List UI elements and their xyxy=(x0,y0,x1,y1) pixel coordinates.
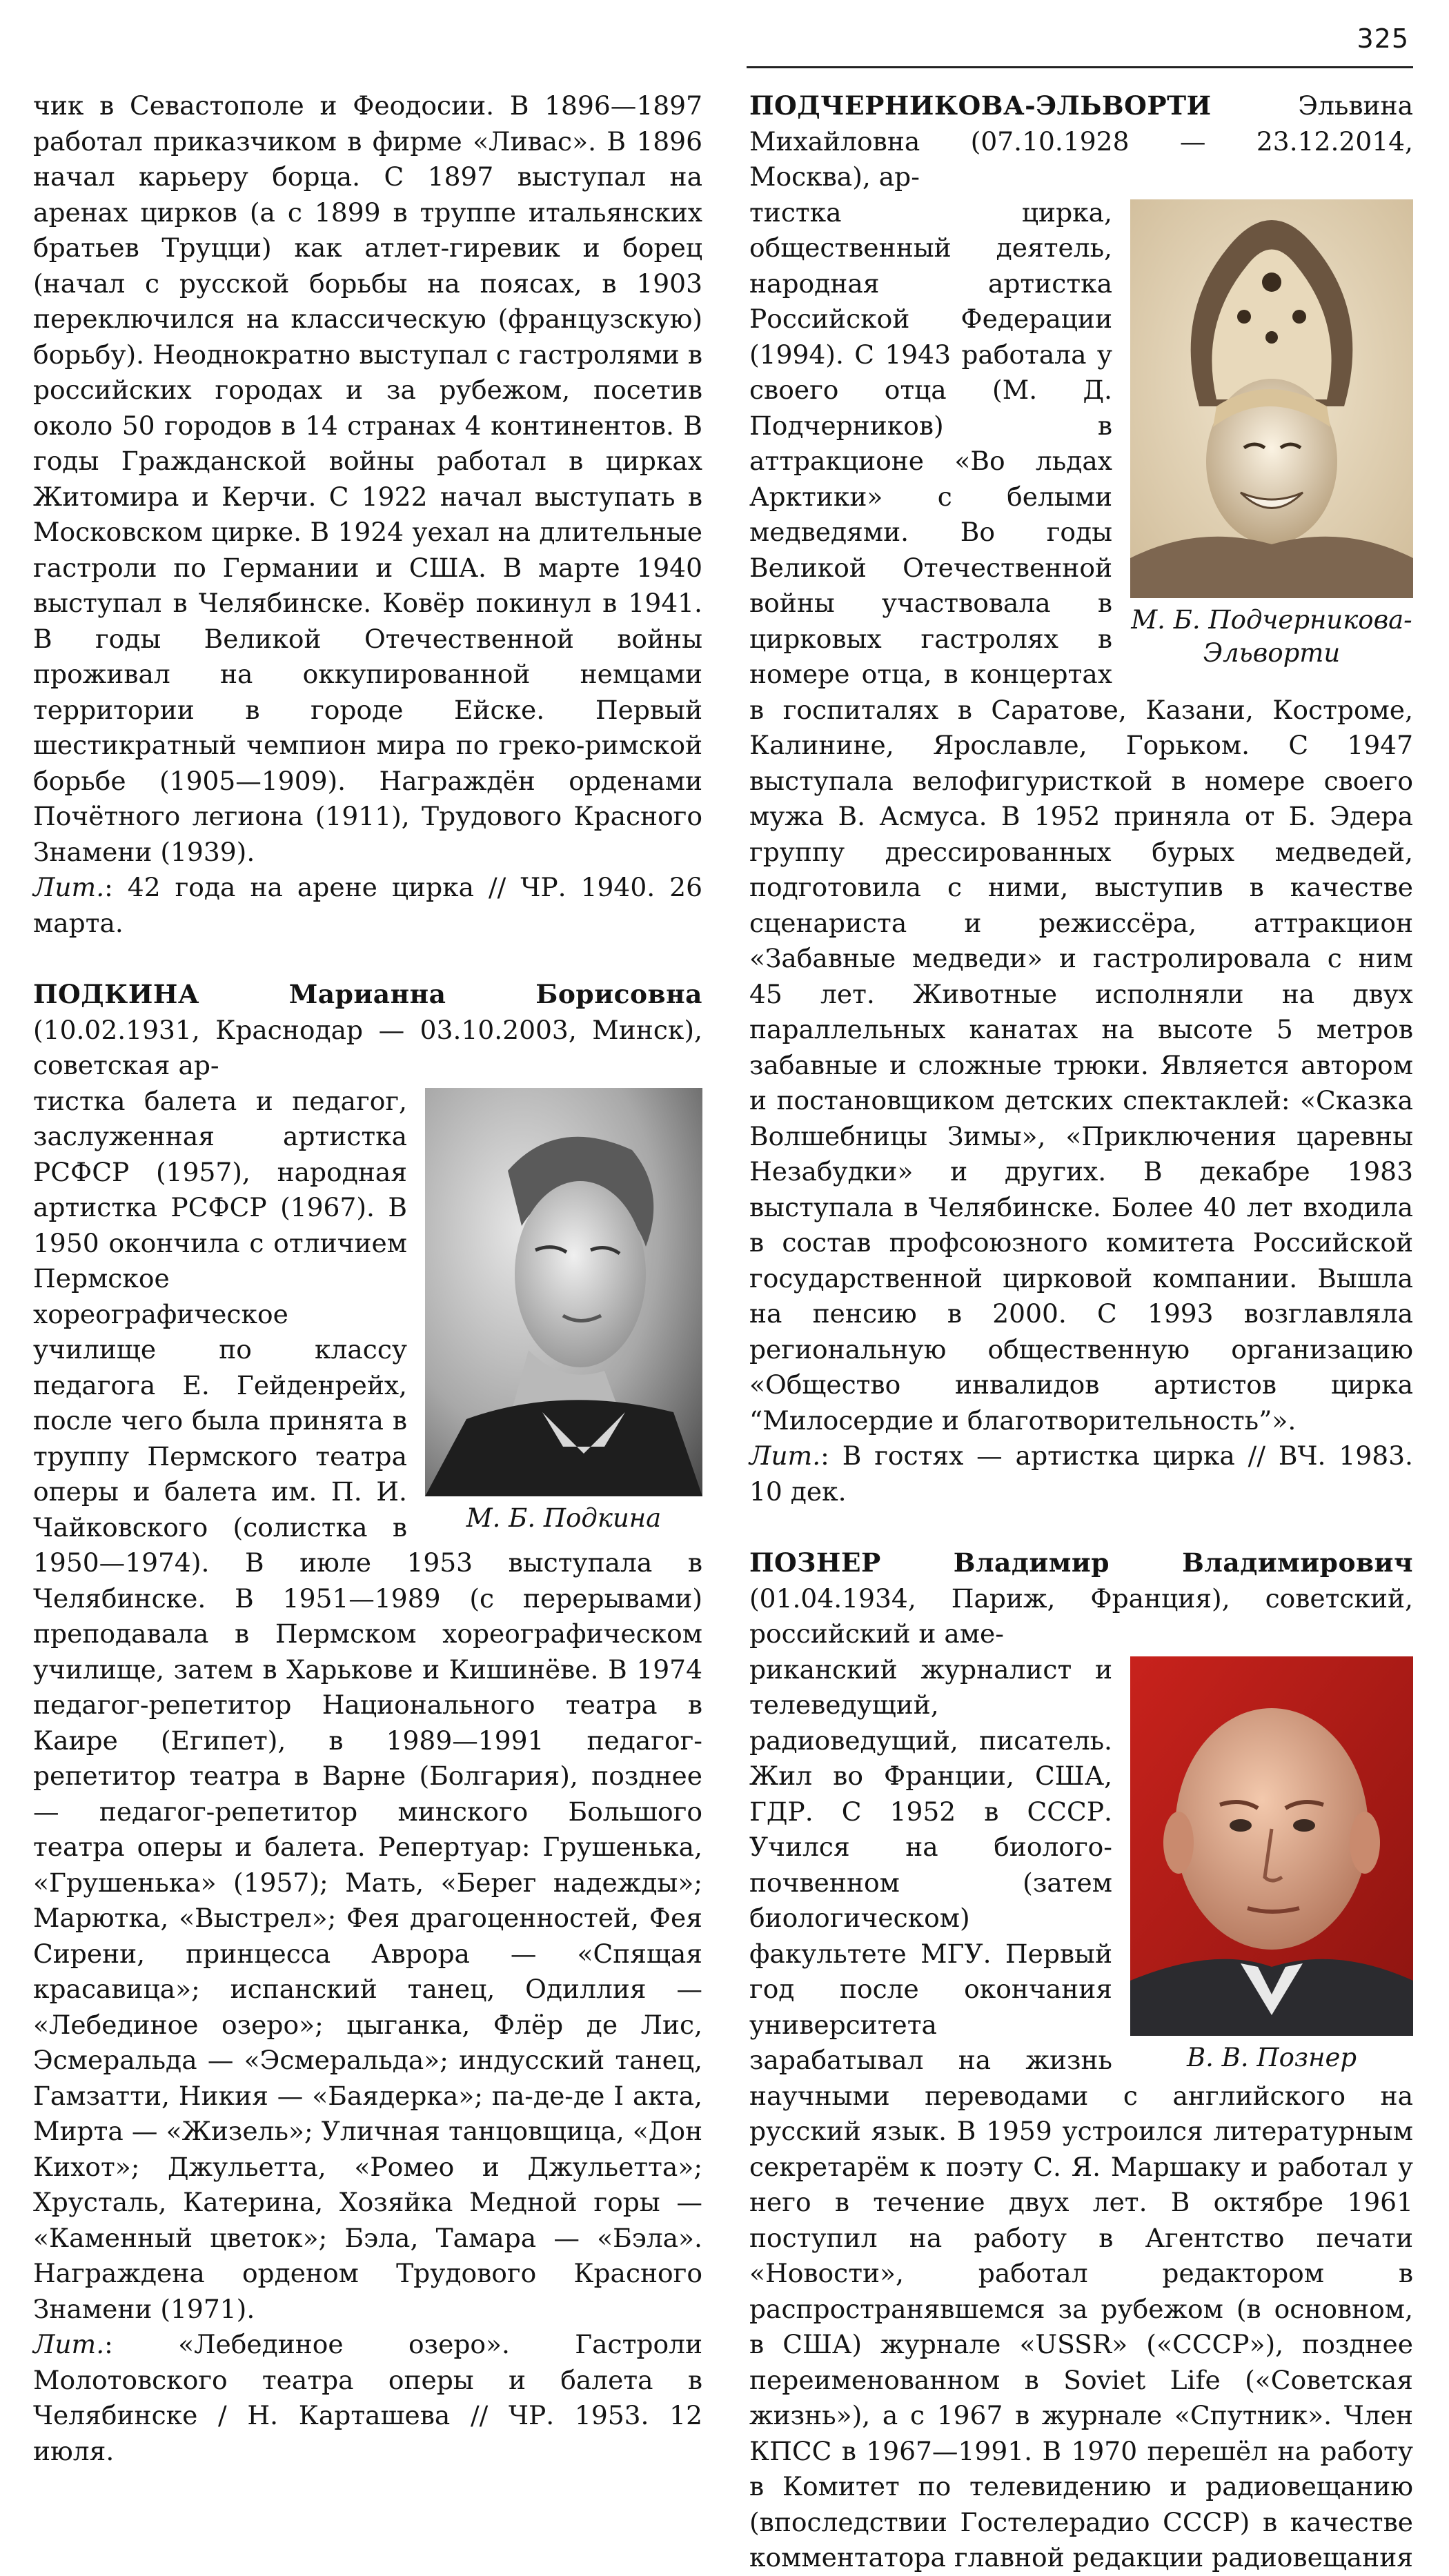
entry-podkina xyxy=(33,977,702,2469)
literature-text: : 42 года на арене цирка // ЧР. 1940. 26 марта. xyxy=(33,872,702,938)
portrait-photo-podchernikova xyxy=(1130,199,1413,598)
entry-title: ПОДКИНА Марианна Борисовна xyxy=(33,979,702,1009)
entry-lead: (01.04.1934, Париж, Франция), советский, российский и аме- xyxy=(749,1583,1413,1649)
portrait-photo-podkina xyxy=(425,1088,702,1496)
figure-podkina xyxy=(425,1088,702,1535)
literature-text: : В гостях — артистка цирка // ВЧ. 1983. 10 дек. xyxy=(749,1440,1413,1507)
continued-entry-text: чик в Севастополе и Феодосии. В 1896—1897 работал приказчиком в фирме «Ливас». В 1896 начал карьеру борца. С 1897 выступал на аренах цирков (а с 1899 в труппе итальянских братьев Труцци) как атлет-гиревик и борец (начал с русской борьбы на поясах, в 1903 переключился на классическую (французскую) борьбу). Неоднократно выступал с гастролями в российских городах и за рубежом, посетив около 50 городов в 14 странах 4 континентов. В годы Гражданской войны работал в цирках Житомира и Керчи. С 1922 начал выступать в Московском цирке. В 1924 уехал на длительные гастроли по Германии и США. В марте 1940 выступал в Челябинске. Ковёр покинул в 1941. В годы Великой Отечественной войны проживал на оккупированной немцами территории в городе Ейске. Первый шестикратный чемпион мира по греко-римской борьбе (1905—1909). Награждён орденами Почётного легиона (1911), Трудового Красного Знамени (1939). xyxy=(33,90,702,867)
figure-caption: В. В. Познер xyxy=(1186,2042,1357,2072)
entry-pozner xyxy=(749,1545,1413,2576)
figure-pozner xyxy=(1130,1656,1413,2074)
right-column xyxy=(749,88,1413,2576)
entry-text: тистка цирка, общественный деятель, народная артистка Российской Федерации (1994). С 1943 работала у своего отца (М. Д. Подчерников) в аттракционе «Во льдах Арктики» с белыми медведями. Во годы Великой Отечественной войны участвовала в цирковых гастролях в номере отца, в концертах в госпиталях в Саратове, Казани, Костроме, Калинине, Ярославле, Горьком. С 1947 выступала велофигуристкой в номере своего мужа В. Асмуса. В 1952 приняла от Б. Эдера группу дрессированных бурых медведей, подготовила с ними, выступив в качестве сценариста и режиссёра, аттракцион «Забавные медведи» и гастролировала с ним 45 лет. Животные исполняли на двух параллельных канатах на высоте 5 метров забавные и сложные трюки. Является автором и постановщиком детских спектаклей: «Сказка Волшебницы Зимы», «Приключения царевны Незабудки» и других. В декабре 1983 выступала в Челябинске. Более 40 лет входила в состав профсоюзного комитета Российской государственной цирковой компании. Вышла на пенсию в 2000. С 1993 возглавляла региональную общественную организацию «Общество инвалидов артистов цирка “Милосердие и благотворительность”». xyxy=(749,197,1413,1436)
figure-caption: М. Б. Подчерникова-Эльворти xyxy=(1131,604,1412,668)
entry-title: ПОДЧЕРНИКОВА-ЭЛЬВОРТИ xyxy=(749,90,1212,121)
page-number: 325 xyxy=(1357,23,1409,54)
literature-label: Лит. xyxy=(33,872,105,902)
continued-entry xyxy=(33,88,702,941)
entry-title: ПОЗНЕР Владимир Владимирович xyxy=(749,1547,1413,1578)
portrait-photo-pozner xyxy=(1130,1656,1413,2036)
literature-label: Лит. xyxy=(749,1440,821,1471)
entry-lead: Эльвина Михайловна (07.10.1928 — 23.12.2014, Москва), ар- xyxy=(749,90,1413,192)
figure-caption: М. Б. Подкина xyxy=(466,1503,662,1533)
header-rule xyxy=(747,66,1413,68)
entry-lead: (10.02.1931, Краснодар — 03.10.2003, Минск), советская ар- xyxy=(33,1014,702,1080)
entry-text: тистка балета и педагог, заслуженная артистка РСФСР (1957), народная артистка РСФСР (1967). В 1950 окончила с отличием Пермское хореографическое училище по классу педагога Е. Гейденрейх, после чего была принята в труппу Пермского театра оперы и балета им. П. И. Чайковского (солистка в 1950—1974). В июле 1953 выступала в Челябинске. В 1951—1989 (с перерывами) преподавала в Пермском хореографическом училище, затем в Харькове и Кишинёве. В 1974 педагог-репетитор Национального театра в Каире (Египет), в 1989—1991 педагог-репетитор театра в Варне (Болгария), позднее — педагог-репетитор минского Большого театра оперы и балета. Репертуар: Грушенька, «Грушенька» (1957); Мать, «Берег надежды»; Марютка, «Выстрел»; Фея драгоценностей, Фея Сирени, принцесса Аврора — «Спящая красавица»; испанский танец, Одиллия — «Лебединое озеро»; цыганка, Флёр де Лис, Эсмеральда — «Эсмеральда»; индусский танец, Гамзатти, Никия — «Баядерка»; па-де-де I акта, Мирта — «Жизель»; Уличная танцовщица, «Дон Кихот»; Джульетта, «Ромео и Джульетта»; Хрусталь, Катерина, Хозяйка Медной горы — «Каменный цветок»; Бэла, Тамара — «Бэла». Награждена орденом Трудового Красного Знамени (1971). xyxy=(33,1085,702,2324)
left-column xyxy=(33,88,702,2469)
entry-text: риканский журналист и телеведущий, радиоведущий, писатель. Жил во Франции, США, ГДР. С 1952 в СССР. Учился на биолого-почвенном (затем биологическом) факультете МГУ. Первый год после окончания университета зарабатывал на жизнь научными переводами с английского на русский язык. В 1959 устроился литературным секретарём к поэту С. Я. Маршаку и работал у него в течение двух лет. В октябре 1961 поступил на работу в Агентство печати «Новости», работал редактором в распространявшемся за рубежом (в основном, в США) журнале «USSR» («СССР»), позднее переименованном в Soviet Life («Советская жизнь»), а с 1967 в журнале «Спутник». Член КПСС в 1967—1991. В 1970 перешёл на работу в Комитет по телевидению и радиовещанию (впоследствии Гостелерадио СССР) в качестве комментатора главной редакции радиовещания xyxy=(749,1654,1413,2573)
literature-label: Лит. xyxy=(33,2329,105,2359)
entry-podchernikova xyxy=(749,88,1413,1509)
figure-podchernikova xyxy=(1130,199,1413,670)
literature-text: : «Лебединое озеро». Гастроли Молотовского театра оперы и балета в Челябинске / Н. Карташева // ЧР. 1953. 12 июля. xyxy=(33,2329,702,2466)
